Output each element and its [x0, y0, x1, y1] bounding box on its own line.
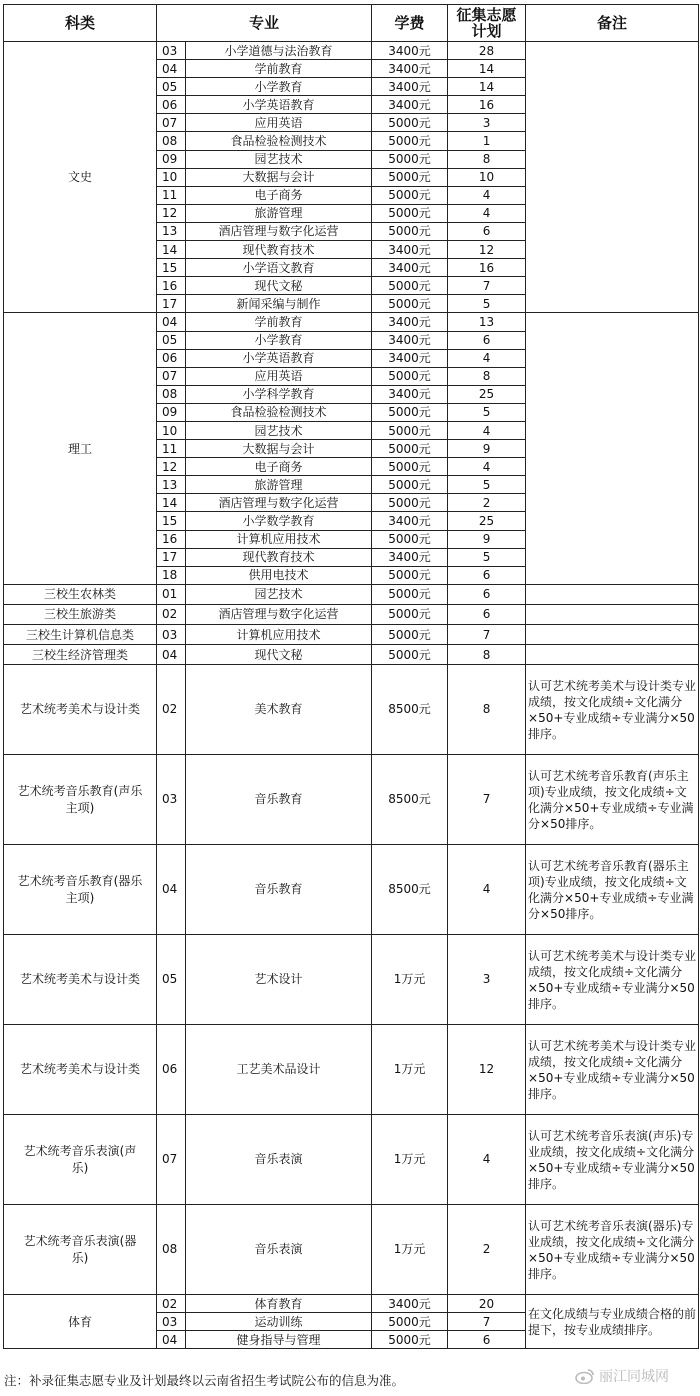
fee-cell: 5000元 [372, 584, 448, 604]
note-cell [526, 584, 699, 604]
code-cell: 14 [157, 494, 186, 512]
code-cell: 15 [157, 259, 186, 277]
major-cell: 工艺美术品设计 [186, 1025, 372, 1115]
category-cell: 艺术统考美术与设计类 [4, 935, 157, 1025]
major-cell: 大数据与会计 [186, 168, 372, 186]
category-cell: 艺术统考音乐教育(器乐主项) [4, 845, 157, 935]
fee-cell: 3400元 [372, 1295, 448, 1313]
code-cell: 13 [157, 222, 186, 240]
code-cell: 06 [157, 1025, 186, 1115]
quota-cell: 5 [448, 476, 526, 494]
quota-cell: 4 [448, 458, 526, 476]
major-cell: 园艺技术 [186, 421, 372, 439]
major-cell: 园艺技术 [186, 150, 372, 168]
major-cell: 旅游管理 [186, 204, 372, 222]
category-cell: 三校生旅游类 [4, 604, 157, 624]
table-row [4, 1115, 699, 1205]
quota-cell: 7 [448, 277, 526, 295]
category-cell: 三校生农林类 [4, 584, 157, 604]
watermark [575, 1366, 669, 1386]
fee-cell: 3400元 [372, 60, 448, 78]
major-cell: 酒店管理与数字化运营 [186, 604, 372, 624]
major-cell: 小学教育 [186, 78, 372, 96]
header-note: 备注 [526, 5, 699, 42]
code-cell: 13 [157, 476, 186, 494]
fee-cell: 5000元 [372, 114, 448, 132]
quota-cell: 6 [448, 566, 526, 584]
table-row [4, 645, 699, 665]
major-cell: 学前教育 [186, 313, 372, 331]
major-cell: 运动训练 [186, 1313, 372, 1331]
fee-cell: 3400元 [372, 96, 448, 114]
category-cell: 文史 [4, 42, 157, 313]
fee-cell: 5000元 [372, 645, 448, 665]
note-cell: 认可艺术统考音乐表演(器乐)专业成绩，按文化成绩÷文化满分×50+专业成绩÷专业满分×50排序。 [526, 1205, 699, 1295]
code-cell: 03 [157, 625, 186, 645]
quota-cell: 8 [448, 367, 526, 385]
category-cell: 艺术统考音乐表演(器乐) [4, 1205, 157, 1295]
quota-cell: 7 [448, 755, 526, 845]
code-cell: 05 [157, 331, 186, 349]
fee-cell: 3400元 [372, 78, 448, 96]
fee-cell: 5000元 [372, 150, 448, 168]
major-cell: 音乐表演 [186, 1115, 372, 1205]
quota-cell: 6 [448, 222, 526, 240]
code-cell: 04 [157, 645, 186, 665]
code-cell: 12 [157, 204, 186, 222]
quota-cell: 16 [448, 96, 526, 114]
quota-cell: 9 [448, 440, 526, 458]
major-cell: 小学数学教育 [186, 512, 372, 530]
major-cell: 应用英语 [186, 114, 372, 132]
quota-cell: 14 [448, 60, 526, 78]
fee-cell: 5000元 [372, 403, 448, 421]
fee-cell: 5000元 [372, 295, 448, 313]
quota-cell: 25 [448, 385, 526, 403]
table-row [4, 625, 699, 645]
table-row [4, 313, 699, 331]
quota-cell: 5 [448, 295, 526, 313]
quota-cell: 7 [448, 625, 526, 645]
table-row [4, 1025, 699, 1115]
note-cell: 认可艺术统考美术与设计类专业成绩，按文化成绩÷文化满分×50+专业成绩÷专业满分×50排序。 [526, 935, 699, 1025]
quota-cell: 8 [448, 665, 526, 755]
major-cell: 酒店管理与数字化运营 [186, 494, 372, 512]
major-cell: 健身指导与管理 [186, 1331, 372, 1349]
major-cell: 现代文秘 [186, 277, 372, 295]
code-cell: 10 [157, 168, 186, 186]
code-cell: 15 [157, 512, 186, 530]
fee-cell: 5000元 [372, 367, 448, 385]
quota-cell: 14 [448, 78, 526, 96]
header-category: 科类 [4, 5, 157, 42]
fee-cell: 5000元 [372, 530, 448, 548]
major-cell: 小学科学教育 [186, 385, 372, 403]
category-cell: 艺术统考美术与设计类 [4, 1025, 157, 1115]
quota-cell: 6 [448, 604, 526, 624]
fee-cell: 3400元 [372, 385, 448, 403]
quota-cell: 10 [448, 168, 526, 186]
note-cell: 认可艺术统考音乐教育(器乐主项)专业成绩，按文化成绩÷文化满分×50+专业成绩÷专业满分×50排序。 [526, 845, 699, 935]
major-cell: 音乐表演 [186, 1205, 372, 1295]
note-cell [526, 313, 699, 584]
fee-cell: 1万元 [372, 1115, 448, 1205]
major-cell: 美术教育 [186, 665, 372, 755]
table-row [4, 935, 699, 1025]
major-cell: 音乐教育 [186, 755, 372, 845]
weibo-logo-icon [575, 1368, 595, 1384]
major-cell: 食品检验检测技术 [186, 403, 372, 421]
quota-cell: 3 [448, 935, 526, 1025]
admission-plan-table [3, 4, 699, 1349]
table-row [4, 1295, 699, 1313]
fee-cell: 5000元 [372, 625, 448, 645]
quota-cell: 4 [448, 186, 526, 204]
header-row [4, 5, 699, 42]
major-cell: 园艺技术 [186, 584, 372, 604]
fee-cell: 5000元 [372, 421, 448, 439]
quota-cell: 13 [448, 313, 526, 331]
code-cell: 04 [157, 60, 186, 78]
quota-cell: 6 [448, 1331, 526, 1349]
quota-cell: 1 [448, 132, 526, 150]
code-cell: 10 [157, 421, 186, 439]
quota-cell: 2 [448, 494, 526, 512]
code-cell: 18 [157, 566, 186, 584]
major-cell: 现代教育技术 [186, 548, 372, 566]
header-quota-text: 征集志愿计划 [456, 6, 517, 40]
quota-cell: 6 [448, 584, 526, 604]
note-cell: 认可艺术统考美术与设计类专业成绩，按文化成绩÷文化满分×50+专业成绩÷专业满分×50排序。 [526, 1025, 699, 1115]
quota-cell: 4 [448, 349, 526, 367]
footnote: 注：补录征集志愿专业及计划最终以云南省招生考试院公布的信息为准。 [4, 1373, 405, 1388]
code-cell: 06 [157, 349, 186, 367]
major-cell: 小学教育 [186, 331, 372, 349]
code-cell: 07 [157, 114, 186, 132]
quota-cell: 7 [448, 1313, 526, 1331]
fee-cell: 5000元 [372, 458, 448, 476]
watermark-text: 丽江同城网 [599, 1369, 669, 1385]
category-cell: 理工 [4, 313, 157, 584]
fee-cell: 3400元 [372, 42, 448, 60]
quota-cell: 28 [448, 42, 526, 60]
code-cell: 17 [157, 548, 186, 566]
code-cell: 11 [157, 440, 186, 458]
table-row [4, 42, 699, 60]
table-row [4, 665, 699, 755]
table-row [4, 845, 699, 935]
quota-cell: 8 [448, 645, 526, 665]
header-major: 专业 [157, 5, 372, 42]
code-cell: 02 [157, 665, 186, 755]
code-cell: 02 [157, 604, 186, 624]
code-cell: 03 [157, 755, 186, 845]
major-cell: 计算机应用技术 [186, 625, 372, 645]
quota-cell: 4 [448, 1115, 526, 1205]
fee-cell: 5000元 [372, 566, 448, 584]
note-cell: 认可艺术统考美术与设计类专业成绩，按文化成绩÷文化满分×50+专业成绩÷专业满分×50排序。 [526, 665, 699, 755]
code-cell: 07 [157, 367, 186, 385]
major-cell: 现代文秘 [186, 645, 372, 665]
code-cell: 14 [157, 241, 186, 259]
major-cell: 体育教育 [186, 1295, 372, 1313]
code-cell: 04 [157, 1331, 186, 1349]
code-cell: 16 [157, 277, 186, 295]
code-cell: 04 [157, 845, 186, 935]
quota-cell: 4 [448, 421, 526, 439]
code-cell: 07 [157, 1115, 186, 1205]
quota-cell: 25 [448, 512, 526, 530]
fee-cell: 5000元 [372, 132, 448, 150]
major-cell: 计算机应用技术 [186, 530, 372, 548]
quota-cell: 2 [448, 1205, 526, 1295]
major-cell: 小学道德与法治教育 [186, 42, 372, 60]
category-cell: 艺术统考音乐教育(声乐主项) [4, 755, 157, 845]
fee-cell: 5000元 [372, 476, 448, 494]
code-cell: 08 [157, 132, 186, 150]
major-cell: 现代教育技术 [186, 241, 372, 259]
quota-cell: 4 [448, 204, 526, 222]
code-cell: 05 [157, 78, 186, 96]
code-cell: 16 [157, 530, 186, 548]
fee-cell: 8500元 [372, 755, 448, 845]
category-cell: 三校生经济管理类 [4, 645, 157, 665]
fee-cell: 5000元 [372, 277, 448, 295]
code-cell: 08 [157, 1205, 186, 1295]
fee-cell: 3400元 [372, 331, 448, 349]
quota-cell: 16 [448, 259, 526, 277]
major-cell: 小学英语教育 [186, 96, 372, 114]
code-cell: 05 [157, 935, 186, 1025]
table-row [4, 584, 699, 604]
code-cell: 03 [157, 42, 186, 60]
major-cell: 音乐教育 [186, 845, 372, 935]
major-cell: 电子商务 [186, 186, 372, 204]
quota-cell: 20 [448, 1295, 526, 1313]
fee-cell: 5000元 [372, 186, 448, 204]
major-cell: 食品检验检测技术 [186, 132, 372, 150]
quota-cell: 12 [448, 1025, 526, 1115]
fee-cell: 3400元 [372, 548, 448, 566]
table-row [4, 755, 699, 845]
major-cell: 酒店管理与数字化运营 [186, 222, 372, 240]
fee-cell: 5000元 [372, 440, 448, 458]
major-cell: 学前教育 [186, 60, 372, 78]
fee-cell: 5000元 [372, 168, 448, 186]
quota-cell: 12 [448, 241, 526, 259]
code-cell: 09 [157, 403, 186, 421]
fee-cell: 5000元 [372, 604, 448, 624]
note-cell [526, 42, 699, 313]
note-cell [526, 625, 699, 645]
fee-cell: 5000元 [372, 1331, 448, 1349]
major-cell: 新闻采编与制作 [186, 295, 372, 313]
major-cell: 应用英语 [186, 367, 372, 385]
fee-cell: 3400元 [372, 349, 448, 367]
category-cell: 艺术统考音乐表演(声乐) [4, 1115, 157, 1205]
category-cell: 体育 [4, 1295, 157, 1349]
code-cell: 03 [157, 1313, 186, 1331]
code-cell: 01 [157, 584, 186, 604]
table-row [4, 604, 699, 624]
quota-cell: 6 [448, 331, 526, 349]
fee-cell: 3400元 [372, 241, 448, 259]
fee-cell: 5000元 [372, 204, 448, 222]
fee-cell: 1万元 [372, 1025, 448, 1115]
fee-cell: 1万元 [372, 1205, 448, 1295]
code-cell: 09 [157, 150, 186, 168]
quota-cell: 9 [448, 530, 526, 548]
table-row [4, 1205, 699, 1295]
note-cell: 认可艺术统考音乐表演(声乐)专业成绩，按文化成绩÷文化满分×50+专业成绩÷专业满分×50排序。 [526, 1115, 699, 1205]
code-cell: 06 [157, 96, 186, 114]
note-cell [526, 604, 699, 624]
code-cell: 08 [157, 385, 186, 403]
code-cell: 12 [157, 458, 186, 476]
fee-cell: 8500元 [372, 665, 448, 755]
fee-cell: 3400元 [372, 313, 448, 331]
note-cell [526, 645, 699, 665]
fee-cell: 3400元 [372, 512, 448, 530]
fee-cell: 5000元 [372, 1313, 448, 1331]
fee-cell: 5000元 [372, 494, 448, 512]
fee-cell: 5000元 [372, 222, 448, 240]
table-body [4, 42, 699, 1349]
note-cell: 在文化成绩与专业成绩合格的前提下，按专业成绩排序。 [526, 1295, 699, 1349]
major-cell: 供用电技术 [186, 566, 372, 584]
code-cell: 17 [157, 295, 186, 313]
header-fee: 学费 [372, 5, 448, 42]
fee-cell: 1万元 [372, 935, 448, 1025]
fee-cell: 3400元 [372, 259, 448, 277]
quota-cell: 5 [448, 403, 526, 421]
major-cell: 艺术设计 [186, 935, 372, 1025]
code-cell: 04 [157, 313, 186, 331]
fee-cell: 8500元 [372, 845, 448, 935]
note-cell: 认可艺术统考音乐教育(声乐主项)专业成绩，按文化成绩÷文化满分×50+专业成绩÷专业满分×50排序。 [526, 755, 699, 845]
quota-cell: 4 [448, 845, 526, 935]
quota-cell: 3 [448, 114, 526, 132]
code-cell: 02 [157, 1295, 186, 1313]
quota-cell: 5 [448, 548, 526, 566]
major-cell: 电子商务 [186, 458, 372, 476]
code-cell: 11 [157, 186, 186, 204]
category-cell: 三校生计算机信息类 [4, 625, 157, 645]
major-cell: 大数据与会计 [186, 440, 372, 458]
major-cell: 小学英语教育 [186, 349, 372, 367]
header-quota [448, 5, 526, 42]
category-cell: 艺术统考美术与设计类 [4, 665, 157, 755]
quota-cell: 8 [448, 150, 526, 168]
major-cell: 旅游管理 [186, 476, 372, 494]
major-cell: 小学语文教育 [186, 259, 372, 277]
